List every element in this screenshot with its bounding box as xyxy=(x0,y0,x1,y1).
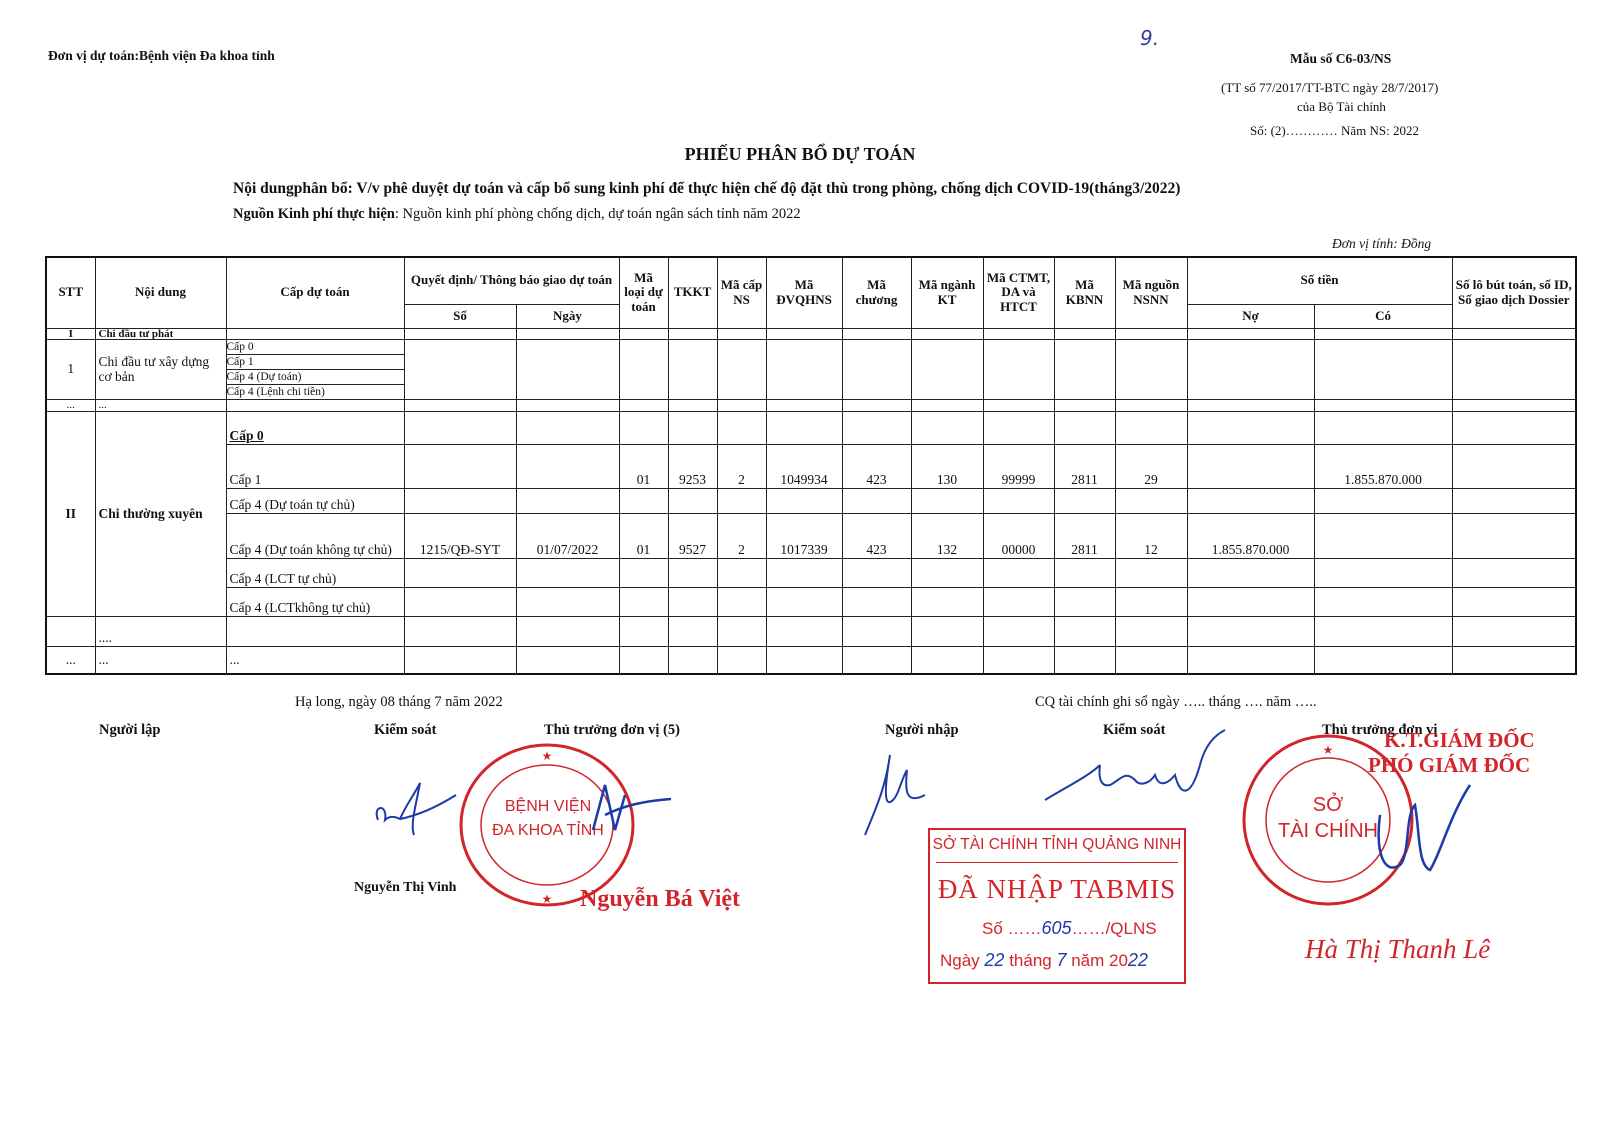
issue-date: Hạ long, ngày 08 tháng 7 năm 2022 xyxy=(295,694,503,710)
controller-name: Nguyễn Thị Vinh xyxy=(354,880,457,895)
level-label: Cấp 4 (Lệnh chi tiền) xyxy=(226,385,325,398)
finance-head-signature xyxy=(1370,775,1480,905)
col-debit: Nợ xyxy=(1187,304,1314,328)
hospital-seal-line-2: ĐA KHOA TỈNH xyxy=(492,822,604,839)
funding-source xyxy=(233,206,801,223)
level-label: Cấp 0 xyxy=(227,340,404,355)
circular-ref: (TT số 77/2017/TT-BTC ngày 28/7/2017) xyxy=(1221,80,1439,95)
finance-seal-line-2: TÀI CHÍNH xyxy=(1278,820,1378,842)
tabmis-number-value: 605 xyxy=(1041,918,1072,938)
col-budget-level: Cấp dự toán xyxy=(226,257,404,328)
tabmis-stamp-title: ĐÃ NHẬP TABMIS xyxy=(937,874,1177,904)
ellipsis: ... xyxy=(46,646,95,674)
unit-head-signature xyxy=(585,775,675,845)
unit-code: 1049934 xyxy=(766,444,842,488)
allocation-table xyxy=(45,256,1577,675)
chapter-code: 423 xyxy=(842,513,911,558)
tabmis-stamp-number xyxy=(982,918,1157,939)
role-data-entry: Người nhập xyxy=(885,722,959,738)
unit-head-name: Nguyễn Bá Việt xyxy=(580,886,741,912)
document-title: PHIẾU PHÂN BỔ DỰ TOÁN xyxy=(684,144,916,164)
tabmis-day-label: Ngày xyxy=(940,951,980,970)
chapter-code: 423 xyxy=(842,444,911,488)
budget-unit: Đơn vị dự toán:Bệnh viện Đa khoa tỉnh xyxy=(48,48,275,63)
serial-number: Số: (2)………… Năm NS: 2022 xyxy=(1250,123,1419,138)
level-label: Cấp 4 (Dự toán không tự chủ) xyxy=(226,513,404,558)
item-1-number: 1 xyxy=(46,339,95,399)
col-unit-code: Mã ĐVQHNS xyxy=(766,257,842,328)
role-finance-controller: Kiểm soát xyxy=(1103,722,1166,738)
allocation-content: Nội dungphân bổ: V/v phê duyệt dự toán và cấp bổ sung kinh phí để thực hiện chế độ đặt thù trong phòng, chống dịch COVID-19(tháng3/2022) xyxy=(233,180,1181,197)
col-decision: Quyết định/ Thông báo giao dự toán xyxy=(404,257,619,304)
col-fund-source: Mã nguồn NSNN xyxy=(1115,257,1187,328)
circular-issuer: của Bộ Tài chính xyxy=(1297,99,1386,114)
ellipsis: ... xyxy=(95,399,226,411)
section-2-number: II xyxy=(46,411,95,616)
col-budget-tier: Mã cấp NS xyxy=(717,257,766,328)
tabmis-month-label: tháng xyxy=(1009,951,1052,970)
sector-code: 130 xyxy=(911,444,983,488)
debit-amount: 1.855.870.000 xyxy=(1187,513,1314,558)
tabmis-stamp xyxy=(928,828,1186,984)
treasury-code: 2811 xyxy=(1054,444,1115,488)
svg-text:★: ★ xyxy=(1322,743,1334,757)
item-1-name: Chi đầu tư xây dựng cơ bản xyxy=(95,339,226,399)
level-label: Cấp 4 (Dự toán tự chủ) xyxy=(226,488,404,513)
ellipsis: ... xyxy=(95,646,226,674)
level-label: Cấp 0 xyxy=(226,411,404,444)
col-decision-date: Ngày xyxy=(516,304,619,328)
section-1-number: I xyxy=(46,328,95,339)
funding-source-label: Nguồn Kinh phí thực hiện xyxy=(233,206,395,222)
budget-type-code: 01 xyxy=(619,513,668,558)
tabmis-stamp-divider xyxy=(936,862,1178,863)
role-controller: Kiểm soát xyxy=(374,722,437,738)
role-unit-head: Thủ trưởng đơn vị (5) xyxy=(544,722,680,738)
hospital-seal-line-1: BỆNH VIỆN xyxy=(504,798,592,815)
decision-number: 1215/QĐ-SYT xyxy=(404,513,516,558)
currency-unit: Đơn vị tính: Đồng xyxy=(1332,236,1432,251)
decision-date: 01/07/2022 xyxy=(516,513,619,558)
program-code: 99999 xyxy=(983,444,1054,488)
funding-source-value: : Nguồn kinh phí phòng chống dịch, dự toán ngân sách tỉnh năm 2022 xyxy=(394,206,801,222)
col-budget-type: Mã loại dự toán xyxy=(619,257,668,328)
budget-tier-code: 2 xyxy=(717,444,766,488)
role-preparer: Người lập xyxy=(99,722,161,738)
ellipsis: .... xyxy=(95,616,226,646)
finance-head-name: Hà Thị Thanh Lê xyxy=(1305,934,1491,964)
form-code: Mẫu số C6-03/NS xyxy=(1290,51,1392,66)
tabmis-month: 7 xyxy=(1056,950,1067,970)
unit-code: 1017339 xyxy=(766,513,842,558)
svg-text:★: ★ xyxy=(541,892,553,906)
finance-seal-line-1: SỞ xyxy=(1312,794,1344,816)
treasury-code: 2811 xyxy=(1054,513,1115,558)
page-mark: 9. xyxy=(1140,26,1160,50)
decision-number xyxy=(404,444,516,488)
level-label: Cấp 4 (LCTkhông tự chủ) xyxy=(226,587,404,616)
col-credit: Có xyxy=(1314,304,1452,328)
credit-amount: 1.855.870.000 xyxy=(1314,444,1452,488)
col-chapter: Mã chương xyxy=(842,257,911,328)
level-label: Cấp 1 xyxy=(226,444,404,488)
col-decision-number: Số xyxy=(404,304,516,328)
fund-source-code: 29 xyxy=(1115,444,1187,488)
level-label: Cấp 1 xyxy=(227,355,404,370)
director-line-1: K.T.GIÁM ĐỐC xyxy=(1384,728,1535,752)
tkkt-code: 9253 xyxy=(668,444,717,488)
director-line-2: PHÓ GIÁM ĐỐC xyxy=(1368,753,1531,778)
tabmis-year-label: năm 20 xyxy=(1071,951,1128,970)
col-program: Mã CTMT, DA và HTCT xyxy=(983,257,1054,328)
debit-amount xyxy=(1187,444,1314,488)
tabmis-stamp-header: SỞ TÀI CHÍNH TỈNH QUẢNG NINH xyxy=(932,836,1182,853)
fund-source-code: 12 xyxy=(1115,513,1187,558)
level-label: Cấp 4 (Dự toán) xyxy=(227,370,404,385)
sector-code: 132 xyxy=(911,513,983,558)
credit-amount xyxy=(1314,513,1452,558)
tabmis-stamp-date xyxy=(940,950,1148,971)
tabmis-number-suffix: ……/QLNS xyxy=(1071,919,1157,938)
section-1-title: Chi đầu tư phát xyxy=(95,328,226,339)
col-sector: Mã ngành KT xyxy=(911,257,983,328)
finance-record-date: CQ tài chính ghi sổ ngày ….. tháng …. năm ….. xyxy=(1035,694,1317,710)
col-content: Nội dung xyxy=(95,257,226,328)
tabmis-day: 22 xyxy=(984,950,1005,970)
controller-signature xyxy=(370,775,460,845)
program-code: 00000 xyxy=(983,513,1054,558)
budget-type-code: 01 xyxy=(619,444,668,488)
svg-text:★: ★ xyxy=(541,749,553,763)
role-finance-head: Thủ trưởng đơn vị xyxy=(1322,722,1438,738)
col-tkkt: TKKT xyxy=(668,257,717,328)
ellipsis: ... xyxy=(226,646,404,674)
col-batch: Số lô bút toán, số ID, Số giao dịch Dossier xyxy=(1452,257,1576,328)
col-stt: STT xyxy=(46,257,95,328)
tkkt-code: 9527 xyxy=(668,513,717,558)
tabmis-year: 22 xyxy=(1127,950,1148,970)
tabmis-number-label: Số …… xyxy=(982,919,1042,938)
level-label: Cấp 4 (LCT tự chủ) xyxy=(226,558,404,587)
data-entry-signature xyxy=(855,750,935,840)
section-2-title: Chi thường xuyên xyxy=(95,411,226,616)
col-treasury: Mã KBNN xyxy=(1054,257,1115,328)
decision-date xyxy=(516,444,619,488)
finance-controller-signature xyxy=(1040,725,1230,825)
budget-tier-code: 2 xyxy=(717,513,766,558)
ellipsis: ... xyxy=(46,399,95,411)
col-amount: Số tiền xyxy=(1187,257,1452,304)
